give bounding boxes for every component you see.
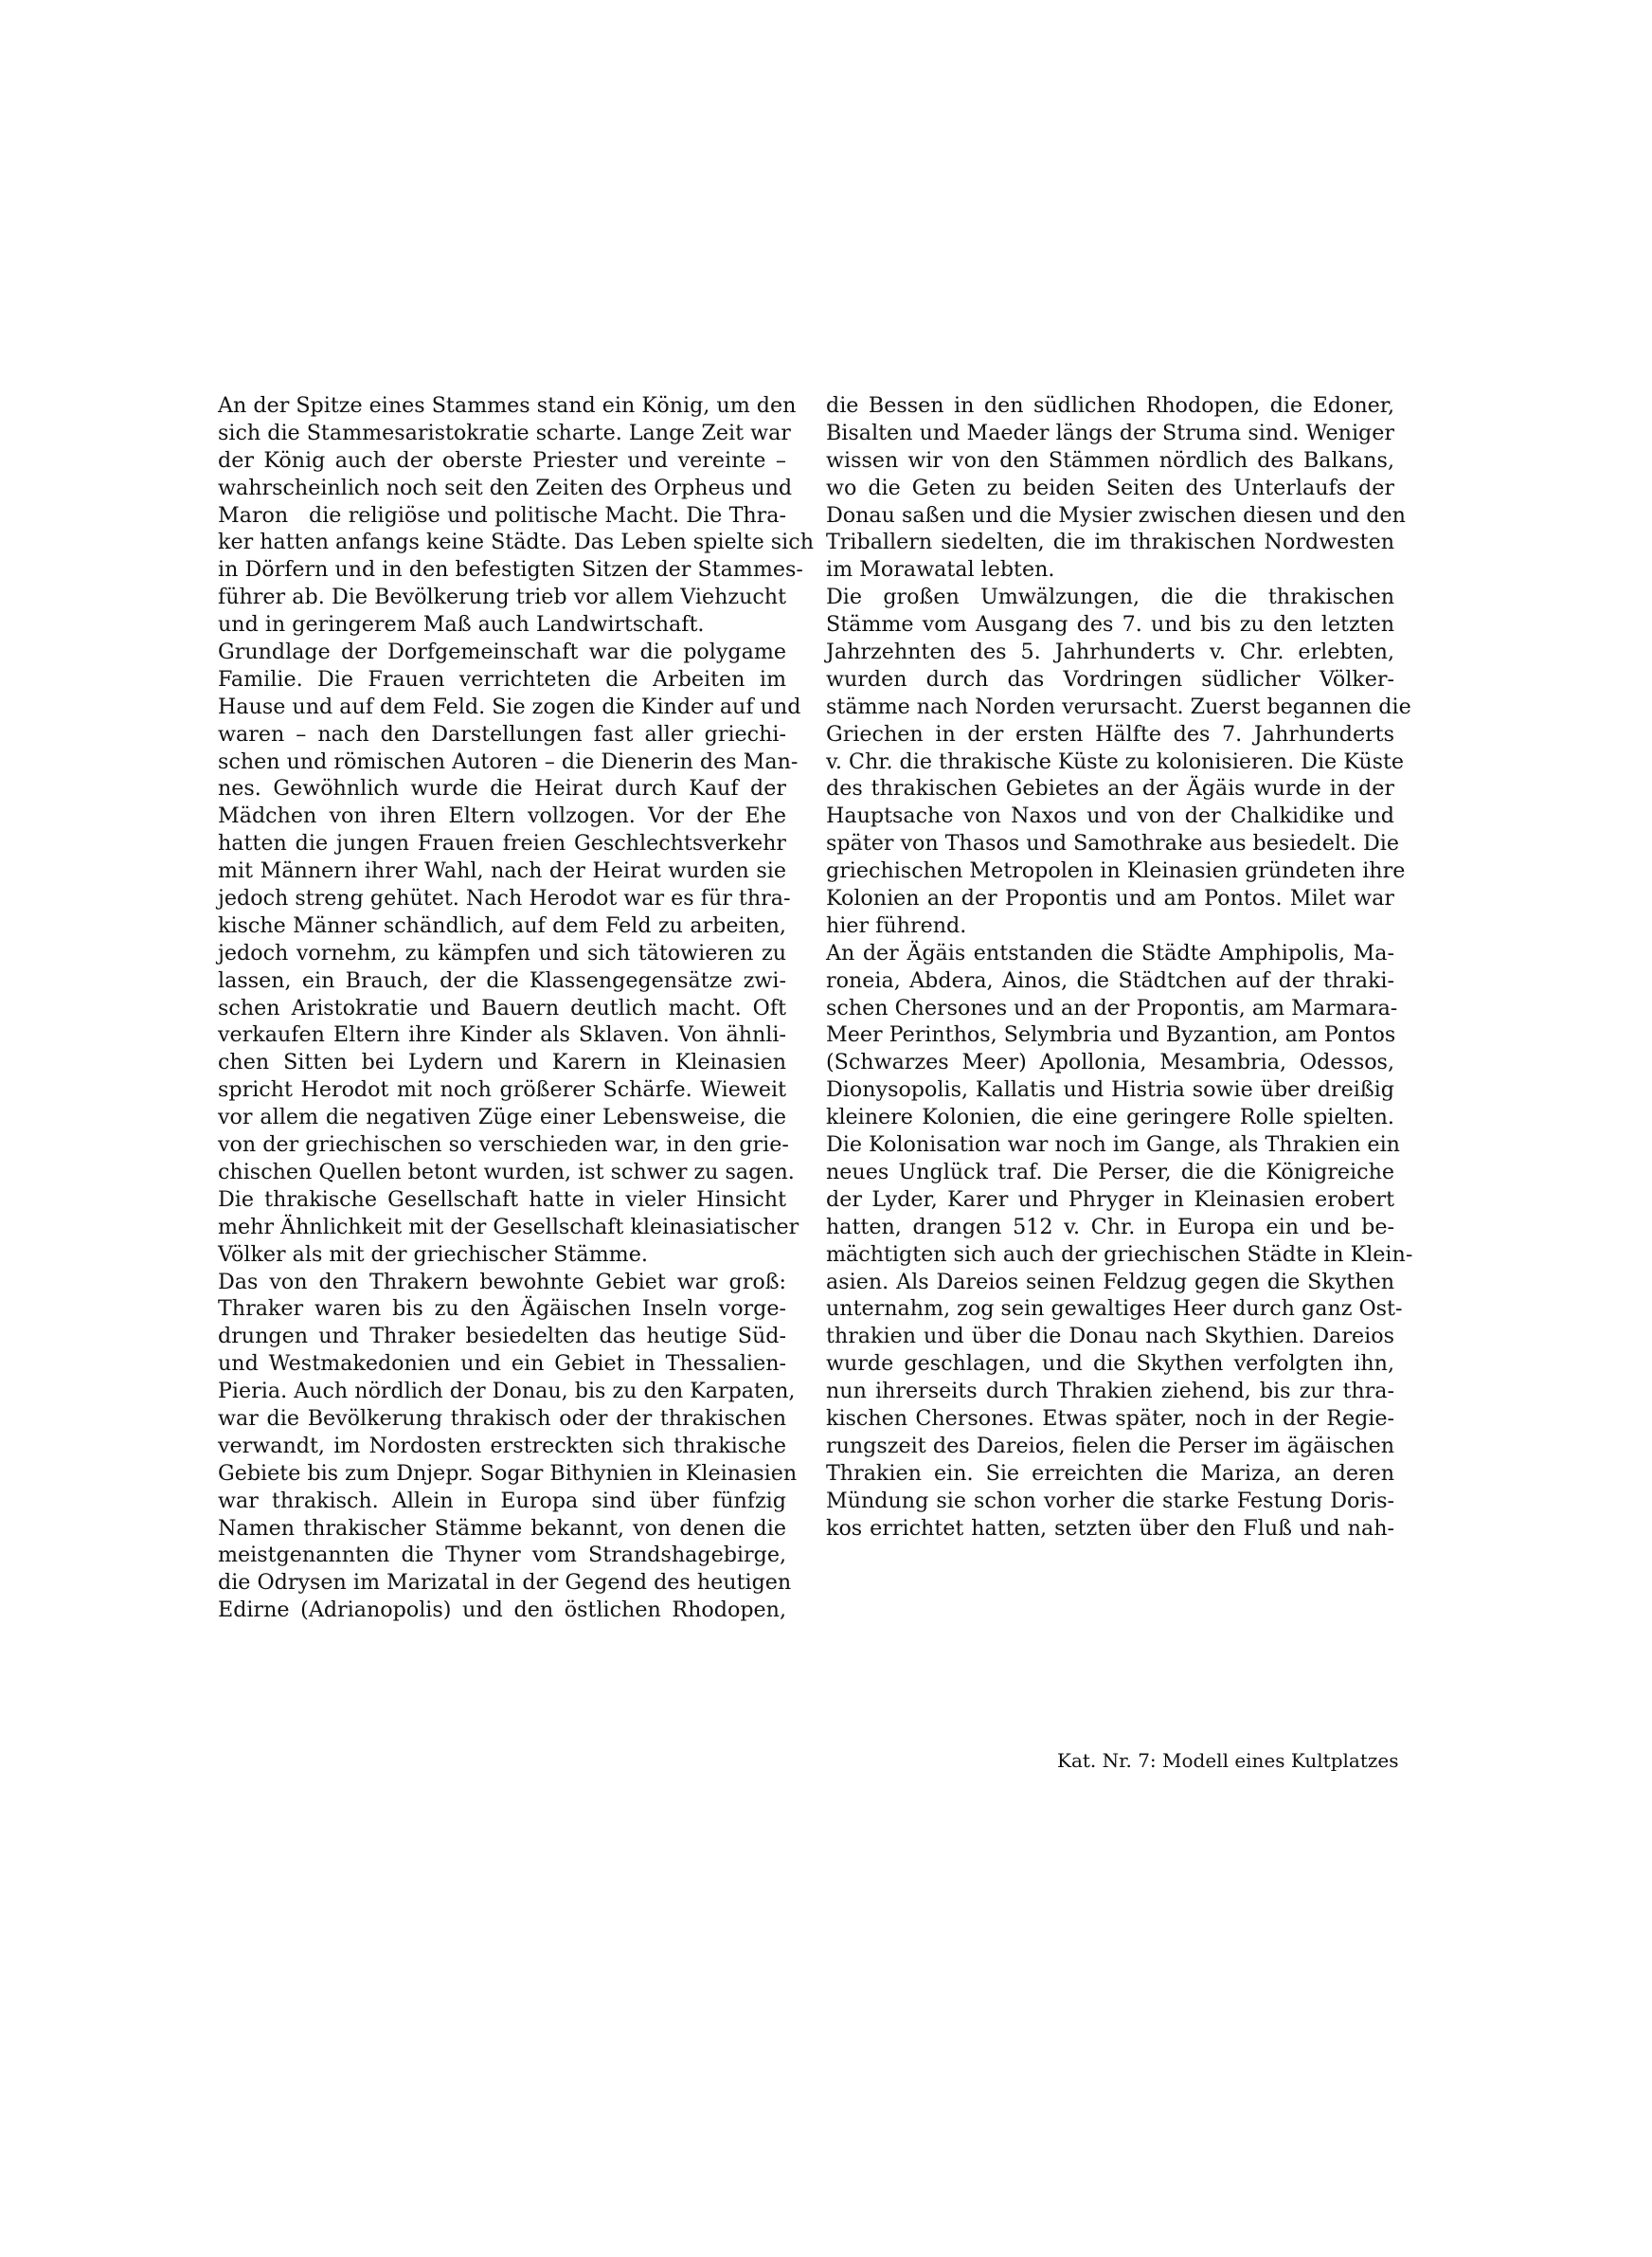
right-column-line: wurde geschlagen, und die Skythen verfolgten ihn, [826,1351,1394,1377]
left-column-line: verkaufen Eltern ihre Kinder als Sklaven. Von ähnli- [218,1022,786,1048]
right-column-line: mächtigten sich auch der griechischen Städte in Klein- [826,1241,1413,1267]
left-column-line: Mädchen von ihren Eltern vollzogen. Vor der Ehe [218,803,786,829]
left-column-line: verwandt, im Nordosten erstreckten sich thrakische [218,1433,786,1458]
left-column-line: Thraker waren bis zu den Ägäischen Inseln vorge- [218,1296,786,1322]
right-column-line: im Morawatal lebten. [826,557,1055,583]
right-column-line: kleinere Kolonien, die eine geringere Rolle spielten. [826,1105,1394,1130]
left-column-line: spricht Herodot mit noch größerer Schärfe. Wieweit [218,1077,786,1103]
right-column-line: Hauptsache von Naxos und von der Chalkidike und [826,803,1394,829]
right-column-line: Thrakien ein. Sie erreichten die Mariza, an deren [826,1460,1394,1486]
right-column-line: Meer Perinthos, Selymbria und Byzantion, am Pontos [826,1022,1396,1048]
left-column-line: Familie. Die Frauen verrichteten die Arbeiten im [218,666,786,692]
right-column-line: unternahm, zog sein gewaltiges Heer durch ganz Ost- [826,1296,1403,1322]
right-column-line: der Lyder, Karer und Phryger in Kleinasien erobert [826,1186,1394,1212]
right-column-line: später von Thasos und Samothrake aus besiedelt. Die [826,831,1399,857]
right-column-line: schen Chersones und an der Propontis, am Marmara- [826,995,1398,1020]
left-column-line: Das von den Thrakern bewohnte Gebiet war groß: [218,1269,786,1294]
left-column-line: die Odrysen im Marizatal in der Gegend des heutigen [218,1570,792,1596]
right-column-line: roneia, Abdera, Ainos, die Städtchen auf der thraki- [826,967,1394,993]
right-column-line: Triballern siedelten, die im thrakischen Nordwesten [826,530,1394,555]
right-column-line: neues Unglück traf. Die Perser, die die Königreiche [826,1159,1394,1184]
left-column-line: war die Bevölkerung thrakisch oder der thrakischen [218,1405,786,1431]
right-text-column [826,392,1413,1542]
left-text-column [218,392,814,1624]
left-column-line: Pieria. Auch nördlich der Donau, bis zu den Karpaten, [218,1379,796,1404]
right-column-line: stämme nach Norden verursacht. Zuerst begannen die [826,694,1411,719]
left-column-line: drungen und Thraker besiedelten das heutige Süd- [218,1324,786,1349]
left-column-line: jedoch streng gehütet. Nach Herodot war es für thra- [218,886,791,912]
left-column-line: jedoch vornehm, zu kämpfen und sich tätowieren zu [218,940,786,966]
right-column-line: Donau saßen und die Mysier zwischen diesen und den [826,502,1406,528]
left-column-line: war thrakisch. Allein in Europa sind über fünfzig [218,1488,786,1513]
left-column-line: schen Aristokratie und Bauern deutlich macht. Oft [218,995,786,1020]
right-column-line: die Bessen in den südlichen Rhodopen, die Edoner, [826,393,1394,418]
left-column-line: Edirne (Adrianopolis) und den östlichen Rhodopen, [218,1598,786,1623]
left-column-line: waren – nach den Darstellungen fast aller griechi- [218,721,786,747]
right-column-line: Bisalten und Maeder längs der Struma sind. Weniger [826,420,1394,445]
right-column-line: des thrakischen Gebietes an der Ägäis wurde in der [826,776,1394,802]
right-column-line: wo die Geten zu beiden Seiten des Unterlaufs der [826,475,1394,500]
left-column-line: schen und römischen Autoren – die Dienerin des Man- [218,749,799,774]
right-column-line: wurden durch das Vordringen südlicher Völker- [826,666,1394,692]
left-column-line: ker hatten anfangs keine Städte. Das Leben spielte sich [218,530,814,555]
right-column-line: Die großen Umwälzungen, die die thrakischen [826,585,1394,610]
left-column-line: und in geringerem Maß auch Landwirtschaft. [218,612,705,638]
right-column-line: Die Kolonisation war noch im Gange, als Thrakien ein [826,1132,1400,1158]
left-column-line: An der Spitze eines Stammes stand ein König, um den [218,393,797,418]
left-column-line: Gebiete bis zum Dnjepr. Sogar Bithynien in Kleinasien [218,1460,798,1486]
right-column-line: kischen Chersones. Etwas später, noch in der Regie- [826,1405,1394,1431]
left-column-line: Grundlage der Dorfgemeinschaft war die polygame [218,640,786,665]
left-column-line: vor allem die negativen Züge einer Lebensweise, die [218,1105,786,1130]
right-column-line: asien. Als Dareios seinen Feldzug gegen die Skythen [826,1269,1394,1294]
left-column-line: in Dörfern und in den befestigten Sitzen der Stammes- [218,557,803,583]
left-column-line: der König auch der oberste Priester und vereinte – [218,447,786,473]
left-column-line: und Westmakedonien und ein Gebiet in Thessalien- [218,1351,786,1377]
left-column-line: mehr Ähnlichkeit mit der Gesellschaft kleinasiatischer [218,1214,799,1239]
left-column-line: hatten die jungen Frauen freien Geschlechtsverkehr [218,831,786,857]
right-column-line: Jahrzehnten des 5. Jahrhunderts v. Chr. erlebten, [826,640,1394,665]
right-column-line: Kolonien an der Propontis und am Pontos. Milet war [826,886,1394,912]
right-column-line: Stämme vom Ausgang des 7. und bis zu den letzten [826,612,1394,638]
right-column-line: kos errichtet hatten, setzten über den Fluß und nah- [826,1515,1394,1541]
right-column-line: rungszeit des Dareios, fielen die Perser im ägäischen [826,1433,1394,1458]
left-column-line: kische Männer schändlich, auf dem Feld zu arbeiten, [218,912,786,938]
left-column-line: Die thrakische Gesellschaft hatte in vieler Hinsicht [218,1186,786,1212]
right-column-line: Mündung sie schon vorher die starke Festung Doris- [826,1488,1394,1513]
left-column-line: Maron die religiöse und politische Macht. Die Thra- [218,502,786,528]
figure-caption: Kat. Nr. 7: Modell eines Kultplatzes [1057,1749,1399,1772]
right-column-line: Griechen in der ersten Hälfte des 7. Jahrhunderts [826,721,1394,747]
left-column-line: wahrscheinlich noch seit den Zeiten des Orpheus und [218,475,793,500]
left-column-line: nes. Gewöhnlich wurde die Heirat durch Kauf der [218,776,786,802]
left-column-line: von der griechischen so verschieden war, in den grie- [218,1132,789,1158]
right-column-line: hatten, drangen 512 v. Chr. in Europa ein und be- [826,1214,1394,1239]
left-column-line: lassen, ein Brauch, der die Klassengegensätze zwi- [218,967,786,993]
right-column-line: hier führend. [826,912,967,938]
left-column-line: Hause und auf dem Feld. Sie zogen die Kinder auf und [218,694,801,719]
left-column-line: meistgenannten die Thyner vom Strandshagebirge, [218,1543,786,1568]
left-column-line: sich die Stammesaristokratie scharte. Lange Zeit war [218,420,791,445]
left-column-line: führer ab. Die Bevölkerung trieb vor allem Viehzucht [218,585,786,610]
right-column-line: wissen wir von den Stämmen nördlich des Balkans, [826,447,1394,473]
right-column-line: griechischen Metropolen in Kleinasien gründeten ihre [826,858,1406,884]
right-column-line: nun ihrerseits durch Thrakien ziehend, bis zur thra- [826,1379,1394,1404]
left-column-line: Namen thrakischer Stämme bekannt, von denen die [218,1515,786,1541]
left-column-line: chischen Quellen betont wurden, ist schwer zu sagen. [218,1159,795,1184]
left-column-line: chen Sitten bei Lydern und Karern in Kleinasien [218,1050,786,1075]
right-column-line: v. Chr. die thrakische Küste zu kolonisieren. Die Küste [826,749,1405,774]
left-column-line: mit Männern ihrer Wahl, nach der Heirat wurden sie [218,858,786,884]
right-column-line: Dionysopolis, Kallatis und Histria sowie über dreißig [826,1077,1394,1103]
right-column-line: An der Ägäis entstanden die Städte Amphipolis, Ma- [826,940,1394,966]
right-column-line: thrakien und über die Donau nach Skythien. Dareios [826,1324,1394,1349]
left-column-line: Völker als mit der griechischer Stämme. [218,1241,648,1267]
right-column-line: (Schwarzes Meer) Apollonia, Mesambria, Odessos, [826,1050,1394,1075]
